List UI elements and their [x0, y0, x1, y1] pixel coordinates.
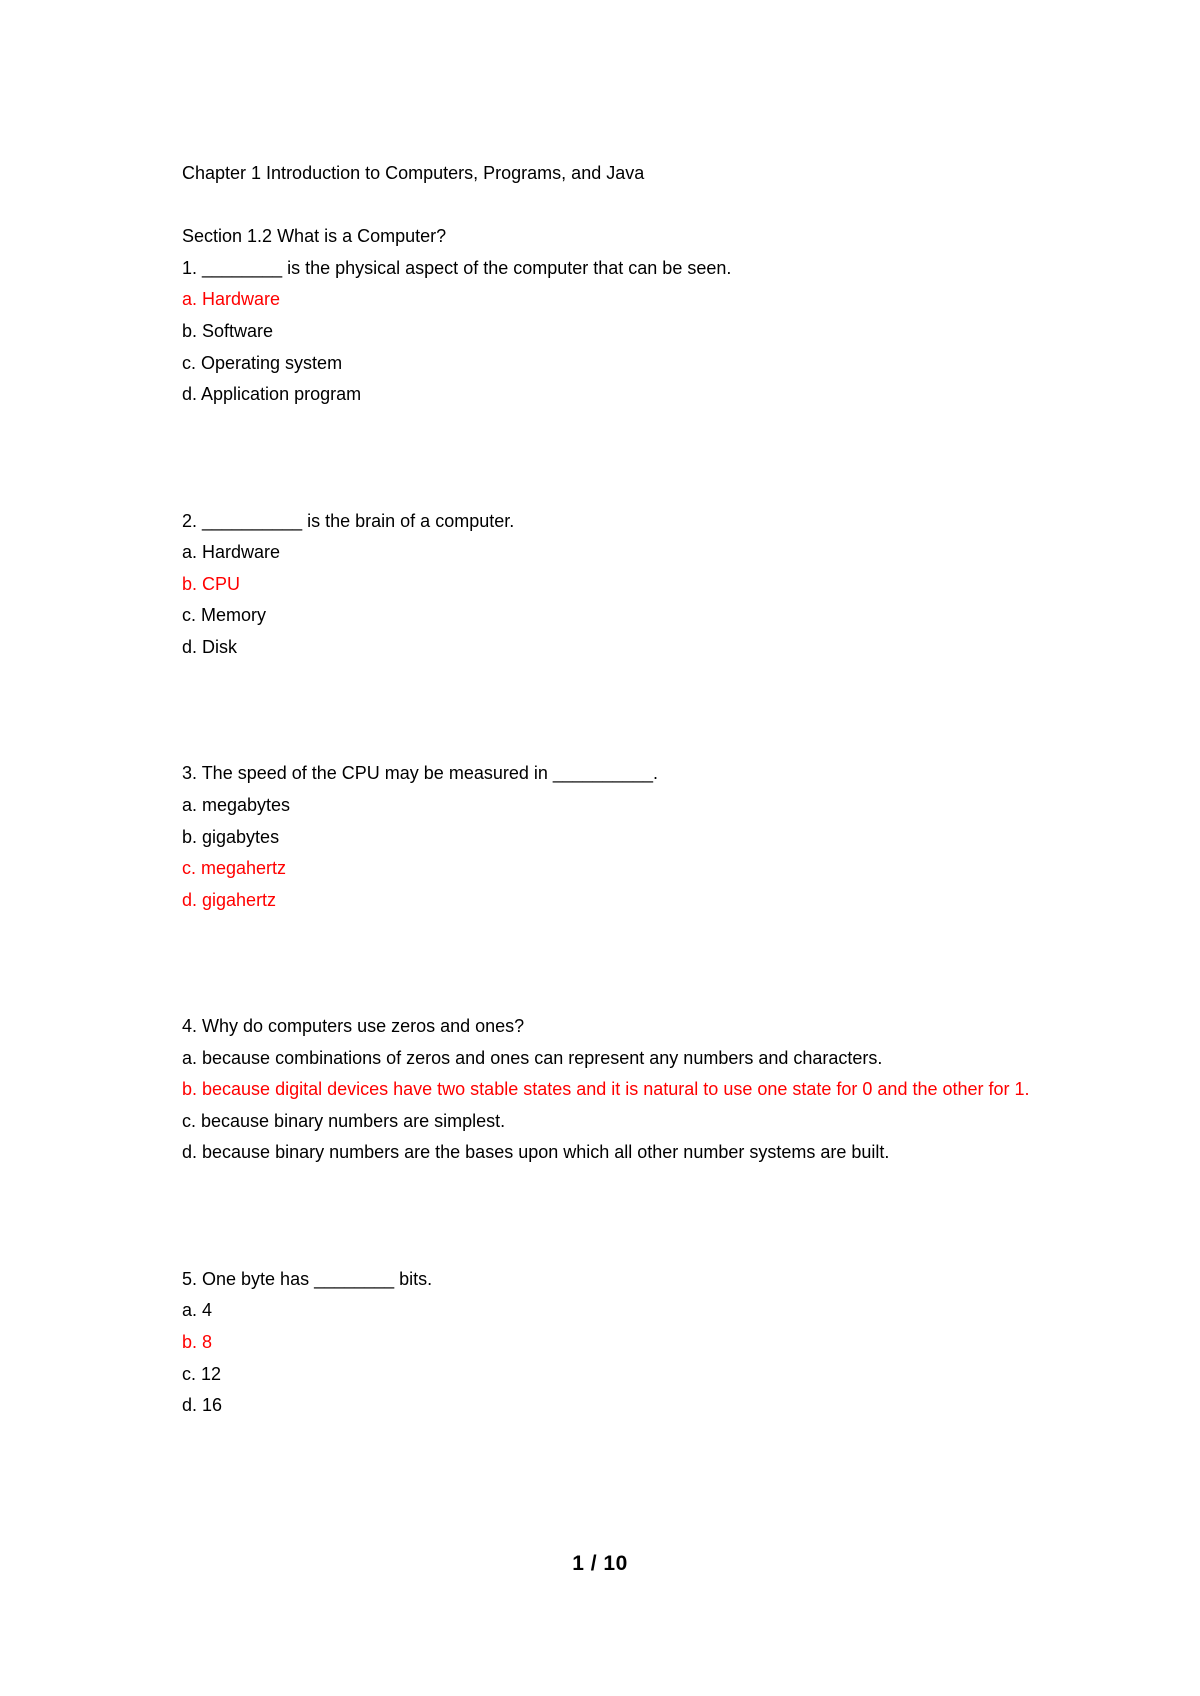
answer-option: a. 4	[182, 1300, 213, 1321]
spacer	[182, 1169, 1032, 1264]
question-block	[182, 1264, 1032, 1422]
section-title: Section 1.2 What is a Computer?	[182, 226, 447, 247]
answer-option: a. Hardware	[182, 542, 281, 563]
answer-option-correct: a. Hardware	[182, 289, 281, 310]
question-stem: 4. Why do computers use zeros and ones?	[182, 1016, 525, 1037]
question-stem: 3. The speed of the CPU may be measured in __________.	[182, 763, 658, 784]
question-block	[182, 506, 1032, 664]
answer-option-correct: b. 8	[182, 1332, 213, 1353]
answer-option-correct: b. because digital devices have two stable states and it is natural to use one state for 0 and the other for 1.	[182, 1079, 1030, 1100]
answer-option: d. Disk	[182, 636, 238, 657]
question-block	[182, 1011, 1032, 1169]
answer-option: a. megabytes	[182, 794, 291, 815]
answer-option: c. Operating system	[182, 352, 343, 373]
answer-option: d. Application program	[182, 384, 362, 405]
answer-option: b. gigabytes	[182, 826, 280, 847]
page-number: 1 / 10	[572, 1552, 628, 1575]
answer-option: d. because binary numbers are the bases upon which all other number systems are built.	[182, 1142, 890, 1163]
answer-option-correct: c. megahertz	[182, 858, 287, 879]
question-stem: 5. One byte has ________ bits.	[182, 1268, 433, 1289]
chapter-title: Chapter 1 Introduction to Computers, Programs, and Java	[182, 163, 645, 183]
spacer	[182, 411, 1032, 506]
question-block	[182, 758, 1032, 916]
answer-option: a. because combinations of zeros and ones can represent any numbers and characters.	[182, 1047, 883, 1068]
spacer	[182, 916, 1032, 1011]
answer-option-correct: d. gigahertz	[182, 889, 277, 910]
answer-option: c. because binary numbers are simplest.	[182, 1110, 506, 1131]
answer-option: c. 12	[182, 1363, 222, 1384]
answer-option: d. 16	[182, 1395, 223, 1416]
spacer	[182, 664, 1032, 759]
answer-option: b. Software	[182, 320, 274, 341]
document-content	[182, 158, 1032, 1422]
question-stem: 2. __________ is the brain of a computer.	[182, 510, 515, 531]
question-stem: 1. ________ is the physical aspect of the computer that can be seen.	[182, 257, 732, 278]
question-block	[182, 253, 1032, 411]
answer-option: c. Memory	[182, 605, 267, 626]
answer-option-correct: b. CPU	[182, 573, 241, 594]
